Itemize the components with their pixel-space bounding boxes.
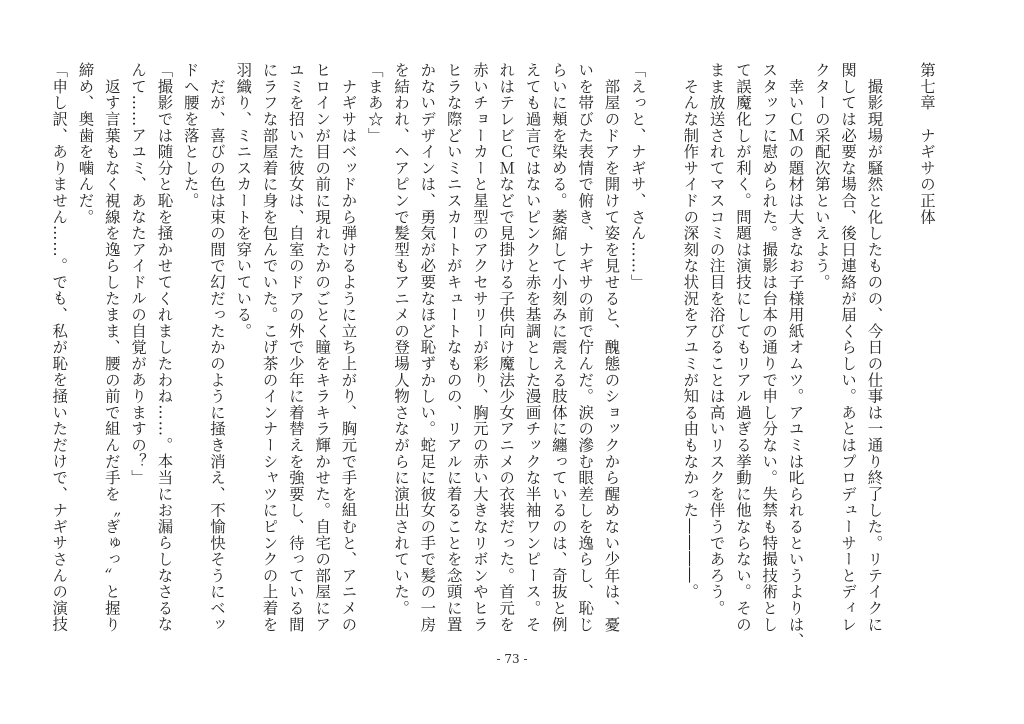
text-line: まま放送されてマスコミの注目を浴びることは高いリスクを伴うであろう。 [707,62,726,617]
text-line: て誤魔化しが利く。問題は演技にしてもリアル過ぎる挙動に他ならない。その [733,62,752,633]
page-number: - 73 - [496,652,528,666]
text-line: 締め、奥歯を噛んだ。 [76,62,95,225]
text-line: 幸いＣＭの題材は大きなお子様用紙オムツ。アユミは叱られるというよりは、 [786,62,805,649]
text-line: ユミを招いた彼女は、自室のドアの外で少年に着替えを強要し、待っている間 [286,62,305,633]
chapter-title: 第七章 ナギサの正体 [918,62,936,225]
text-line: を結われ、ヘアピンで髪型もアニメの登場人物さながらに演出されていた。 [392,62,411,617]
text-line: にラフな部屋着に身を包んでいた。こげ茶のインナーシャツにピンクの上着を [260,62,279,633]
blank-line [651,62,677,642]
text-line: 「まあ☆」 [365,62,384,144]
text-line: だが、喜びの色は束の間で幻だったかのように掻き消え、不愉快そうにベッ [207,62,226,633]
text-line: 赤いチョーカーと星型のアクセサリーが彩り、胸元の赤い大きなリボンやヒラ [470,62,489,633]
text-line: 撮影現場が騒然と化したものの、今日の仕事は一通り終了した。リテイクに [865,62,884,633]
text-line: クターの采配次第といえよう。 [812,62,831,291]
text-line: ナギサはベッドから弾けるように立ち上がり、胸元で手を組むと、アニメの [339,62,358,633]
blank-line [887,62,913,642]
text-line: 「撮影では随分と恥を掻かせてくれましたわね……。本当にお漏らしなさるな [155,62,174,633]
text-line: 返す言葉もなく視線を逸らしたまま、腰の前で組んだ手を〝ぎゅっ〟と握り [102,62,121,633]
text-line: かないデザインは、勇気が必要なほど恥ずかしい。蛇足に彼女の手で髪の一房 [418,62,437,633]
text-line: らいに頬を染める。萎縮して小刻みに震える肢体に纏っているのは、奇抜と例 [549,62,568,633]
text-line: 関しては必要な場合、後日連絡が届くらしい。あとはプロデューサーとディレ [839,62,858,633]
text-line: ヒロインが目の前に現れたかのごとく瞳をキラキラ輝かせた。自宅の部屋にア [313,62,332,633]
text-line: いを帯びた表情で俯き、ナギサの前で佇んだ。涙の滲む眼差しを逸らし、恥じ [576,62,595,633]
text-line: えても過言ではないピンクと赤を基調とした漫画チックな半袖ワンピース。そ [523,62,542,633]
vertical-text-body [46,62,940,649]
text-line: 羽織り、ミニスカートを穿いている。 [234,62,253,340]
text-line: れはテレビＣＭなどで見掛ける子供向け魔法少女アニメの衣装だった。首元を [497,62,516,633]
text-line: スタッフに慰められた。撮影は台本の通りで申し分ない。失禁も特撮技術とし [760,62,779,633]
text-line: んて……アユミ、あなたアイドルの自覚がありますの？」 [129,62,148,486]
text-line: 部屋のドアを開けて姿を見せると、醜態のショックから醒めない少年は、憂 [602,62,621,633]
text-line: そんな制作サイドの深刻な状況をアユミが知る由もなかった――――。 [681,62,700,600]
text-line: ヒラな際どいミニスカートがキュートなものの、リアルに着ることを念頭に置 [444,62,463,633]
text-line: 「申し訳、ありません……。でも、私が恥を掻いただけで、ナギサさんの演技 [50,62,69,633]
text-line: 「えっと、ナギサ、さん……」 [628,62,647,291]
text-line: ドへ腰を落とした。 [181,62,200,209]
